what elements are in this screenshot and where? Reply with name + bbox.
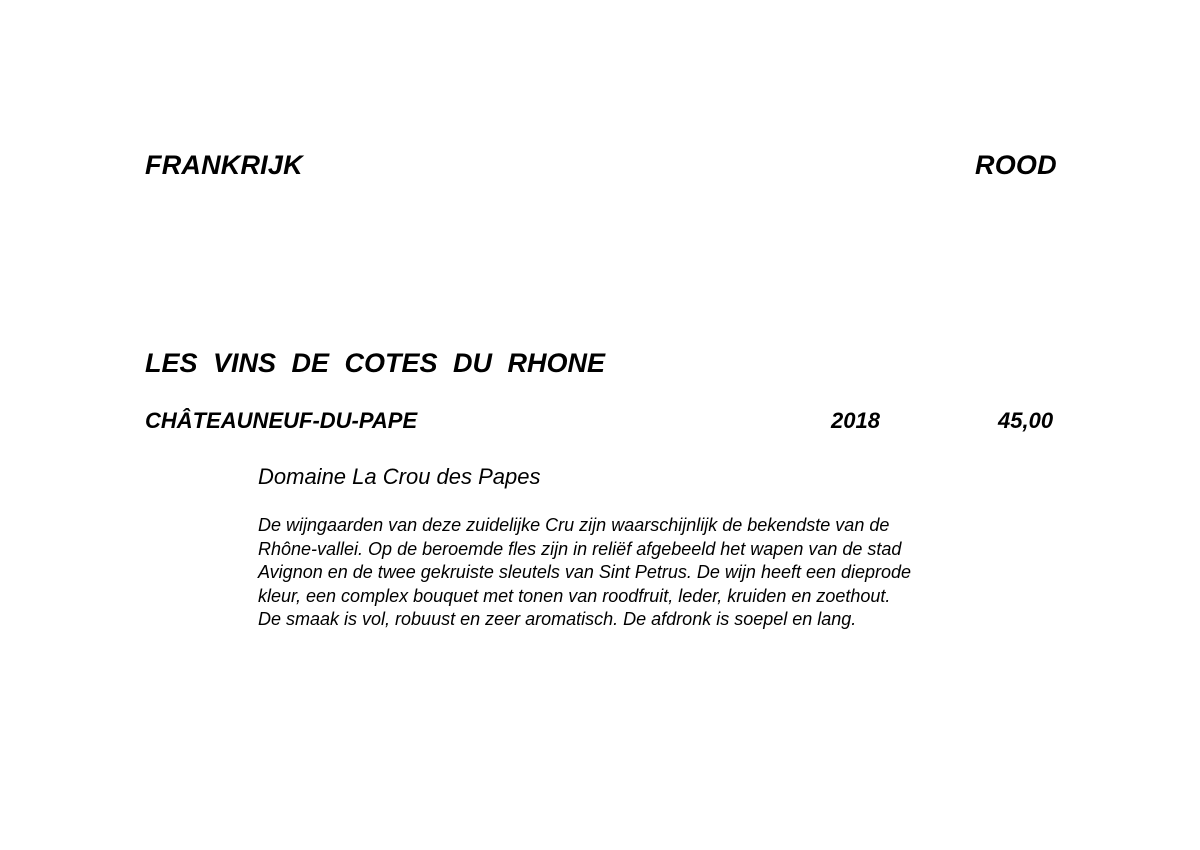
description-line: kleur, een complex bouquet met tonen van roodfruit, leder, kruiden en zoethout.	[258, 585, 891, 606]
wine-color-heading: ROOD	[975, 150, 1057, 180]
region-title: LES VINS DE COTES DU RHONE	[145, 348, 606, 378]
country-heading: FRANKRIJK	[145, 150, 303, 180]
description-line: Avignon en de twee gekruiste sleutels van Sint Petrus. De wijn heeft een dieprode	[258, 562, 912, 582]
description-line: Rhône-vallei. Op de beroemde fles zijn in reliëf afgebeeld het wapen van de stad	[258, 538, 902, 559]
wine-price: 45,00	[998, 408, 1054, 433]
wine-description	[258, 514, 1018, 632]
wine-producer: Domaine La Crou des Papes	[258, 464, 541, 489]
wine-vintage: 2018	[831, 408, 880, 433]
description-line: De smaak is vol, robuust en zeer aromatisch. De afdronk is soepel en lang.	[258, 609, 857, 629]
wine-name: CHÂTEAUNEUF-DU-PAPE	[145, 408, 418, 433]
description-line: De wijngaarden van deze zuidelijke Cru zijn waarschijnlijk de bekendste van de	[258, 515, 890, 535]
